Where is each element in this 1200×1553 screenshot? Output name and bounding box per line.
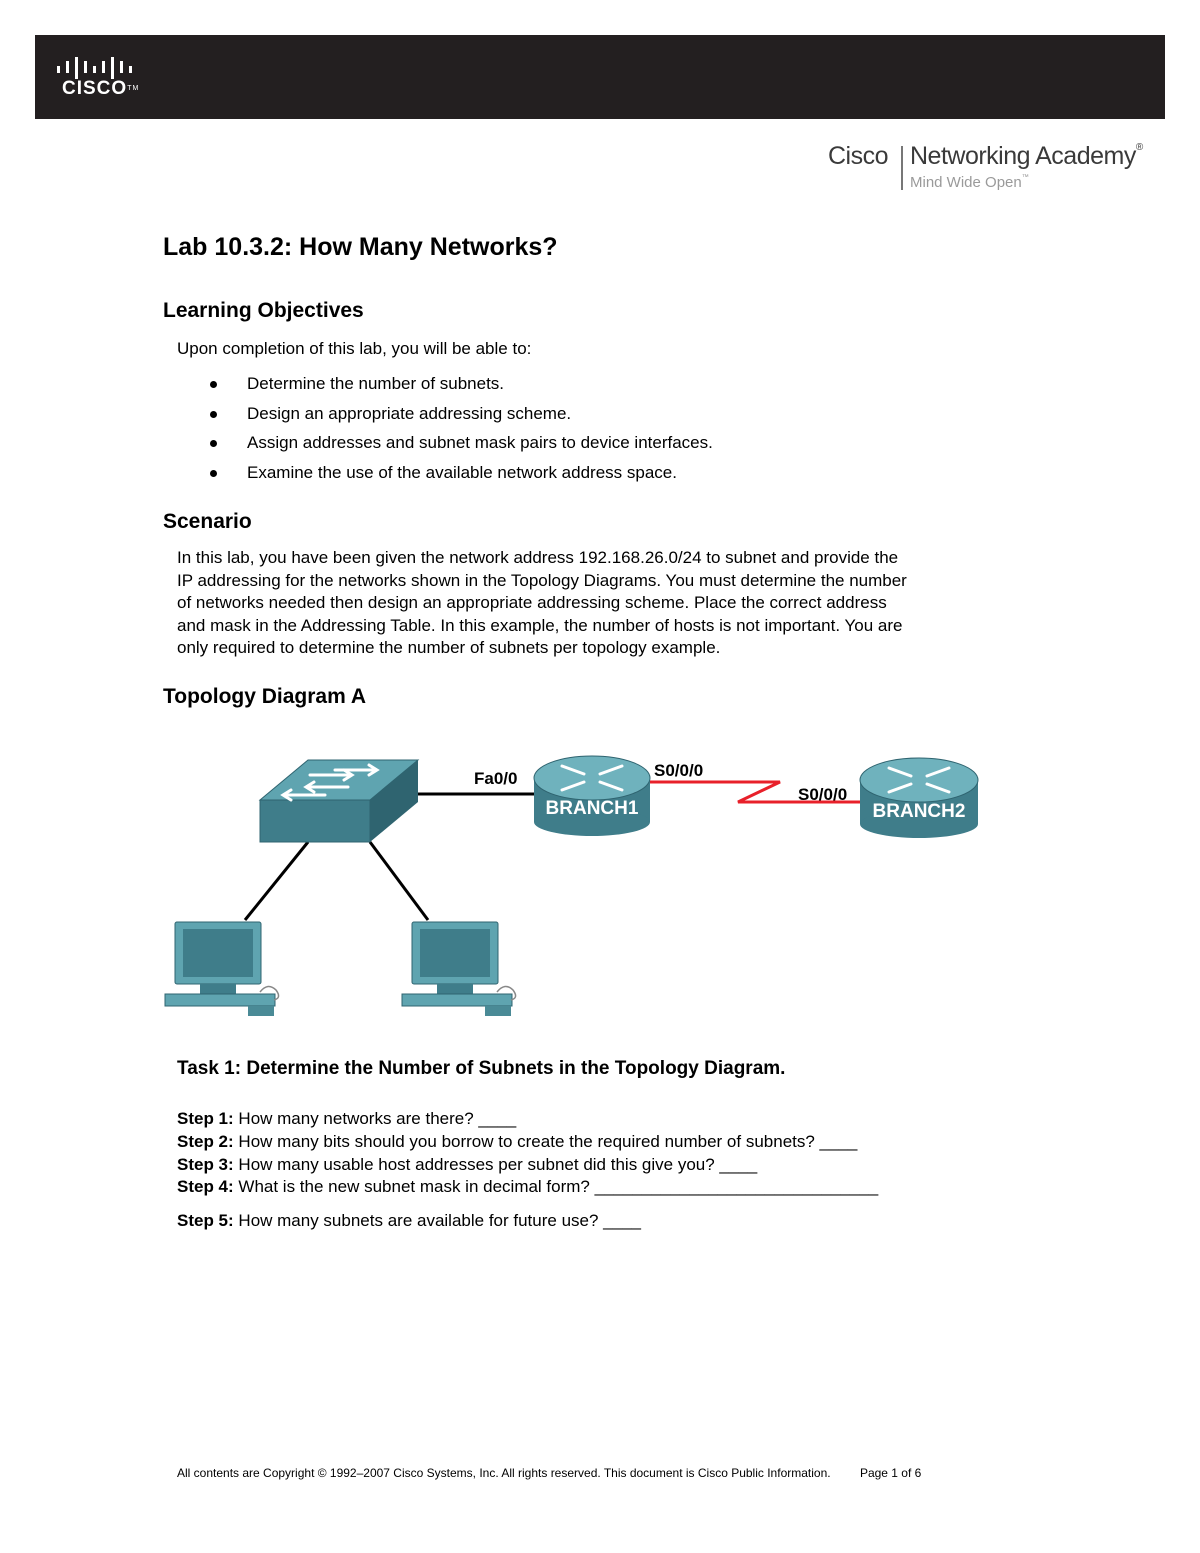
step-5: Step 5: How many subnets are available for future use? ____: [177, 1211, 641, 1231]
academy-tagline: Mind Wide Open™: [910, 174, 1029, 191]
cisco-wordmark: CISCOTM: [62, 78, 140, 99]
switch-icon: [260, 760, 418, 842]
networking-academy-logo: [828, 142, 1168, 196]
scenario-line: and mask in the Addressing Table. In this example, the number of hosts is not important. You are: [177, 615, 903, 635]
list-item: Assign addresses and subnet mask pairs to device interfaces.: [210, 431, 713, 461]
switch-pc2-link: [370, 842, 428, 920]
list-item: Determine the number of subnets.: [210, 372, 713, 402]
router-branch1-icon: [534, 756, 650, 836]
bullet-icon: [210, 470, 217, 477]
router-branch1-label: BRANCH1: [545, 798, 639, 819]
objectives-intro: Upon completion of this lab, you will be able to:: [177, 339, 532, 358]
task-title: Task 1: Determine the Number of Subnets in the Topology Diagram.: [177, 1058, 786, 1079]
cisco-bars-icon: [57, 57, 135, 79]
scenario-line: only required to determine the number of subnets per topology example.: [177, 638, 721, 658]
bullet-icon: [210, 440, 217, 447]
step-4: Step 4: What is the new subnet mask in decimal form? ______________________________: [177, 1177, 879, 1197]
step-2: Step 2: How many bits should you borrow to create the required number of subnets? ____: [177, 1131, 858, 1151]
pc2-icon: [402, 922, 516, 1016]
scenario-heading: Scenario: [163, 510, 252, 533]
academy-cisco: Cisco: [828, 142, 889, 170]
page-footer: [177, 1466, 921, 1480]
bullet-icon: [210, 381, 217, 388]
step-1: Step 1: How many networks are there? ____: [177, 1109, 517, 1128]
list-item: Examine the use of the available network address space.: [210, 461, 713, 491]
scenario-line: IP addressing for the networks shown in the Topology Diagrams. You must determine the number: [177, 570, 907, 590]
objectives-list: [210, 372, 713, 491]
router-branch2-label: BRANCH2: [872, 801, 966, 822]
s000-branch2-label: S0/0/0: [798, 785, 848, 804]
topology-diagram: [160, 730, 1000, 1030]
scenario-line: In this lab, you have been given the network address 192.168.26.0/24 to subnet and provide the: [177, 548, 899, 567]
pc1-icon: [165, 922, 279, 1016]
objectives-heading: Learning Objectives: [163, 299, 364, 322]
copyright-text: All contents are Copyright © 1992–2007 Cisco Systems, Inc. All rights reserved. This document is Cisco Public Information.: [177, 1466, 831, 1480]
page-title: Lab 10.3.2: How Many Networks?: [163, 233, 558, 261]
page-number: Page 1 of 6: [859, 1466, 922, 1480]
step-3: Step 3: How many usable host addresses per subnet did this give you? ____: [177, 1154, 758, 1174]
s000-branch1-label: S0/0/0: [654, 761, 704, 780]
scenario-text: [177, 547, 1037, 660]
fa00-label: Fa0/0: [474, 769, 518, 788]
bullet-icon: [210, 411, 217, 418]
logo-divider: [901, 146, 903, 190]
scenario-line: of networks needed then design an appropriate addressing scheme. Place the correct address: [177, 593, 887, 613]
list-item: Design an appropriate addressing scheme.: [210, 402, 713, 432]
cisco-logo: [57, 57, 147, 101]
switch-pc1-link: [245, 842, 308, 920]
header-banner: [35, 35, 1165, 119]
router-branch2-icon: [860, 758, 978, 838]
topology-heading: Topology Diagram A: [163, 685, 367, 708]
task-steps: [177, 1108, 878, 1233]
academy-name: Networking Academy®: [910, 142, 1143, 170]
